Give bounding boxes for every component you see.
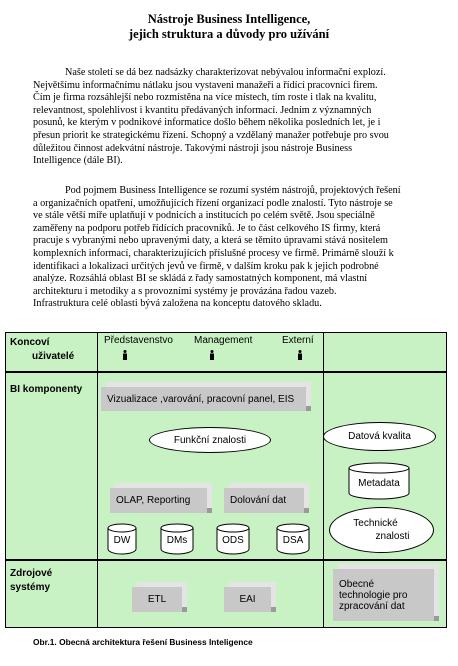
column-divider xyxy=(323,561,324,627)
paragraph-line: důležitou činnost adekvátní nástroje. Takovými nástroji jsou nástroje Business xyxy=(33,142,353,154)
band-bi-components xyxy=(5,372,447,560)
general-technology-box: Obecné technologie pro zpracování dat xyxy=(333,569,434,621)
technical-knowledge-ellipse: Technické znalosti xyxy=(329,507,434,553)
cylinder-dsa: DSA xyxy=(276,523,310,555)
paragraph-line: Pod pojmem Business Intelligence se rozumí systém nástrojů, projektových řešení xyxy=(65,185,401,196)
person-icon xyxy=(122,350,128,360)
paragraph-line: architekturu i metodiky a s provozními systémy je provázána řadou vazeb. xyxy=(33,285,337,297)
paragraph-1 xyxy=(33,67,441,168)
paragraph-line: Intelligence (dále BI). xyxy=(33,155,123,167)
section-label-bi: BI komponenty xyxy=(6,373,98,559)
data-mining-box: Dolování dat xyxy=(224,488,304,513)
paragraph-line: posunů, ke kterým v podnikové informatice došlo během několika posledních let, je i xyxy=(33,117,381,129)
user-label-management: Management xyxy=(194,335,253,346)
user-label-external: Externí xyxy=(282,335,314,346)
band-source-systems xyxy=(5,560,447,628)
paragraph-2 xyxy=(33,185,441,311)
paragraph-line: identifikaci a lokalizaci určitých jevů ve firmě, v dalším kroku pak k jejich podrobné xyxy=(33,260,379,272)
paragraph-line: zaměřeny na podporu potřeb řídících pracovníků. Je to část celkového IS firmy, která xyxy=(33,222,381,234)
paragraph-line: relevantnost, spolehlivost i kvantitu předávaných informací. Jedním z významných xyxy=(33,104,372,116)
paragraph-line: komplexních informací, charakterizujících příslušné procesy ve firmě. Primárně slouží k xyxy=(33,247,394,259)
column-divider xyxy=(323,373,324,559)
eai-box: EAI xyxy=(224,587,271,612)
functional-knowledge-ellipse: Funkční znalosti xyxy=(149,427,271,453)
paragraph-line: analýze. Rozsáhlá oblast BI se skládá z řady samostatných komponent, má vlastní xyxy=(33,273,368,285)
person-icon xyxy=(209,350,215,360)
olap-box: OLAP, Reporting xyxy=(110,488,207,513)
cylinder-ods: ODS xyxy=(216,523,250,555)
etl-box: ETL xyxy=(132,587,182,612)
paragraph-line: Infrastruktura celé oblasti bývá založena na konceptu datového skladu. xyxy=(33,298,322,310)
column-divider xyxy=(323,333,324,371)
paragraph-line: Čím je firma rozsáhlejší nebo rozmístěna na více místech, tím roste i tlak na kvalitu, xyxy=(33,92,377,104)
document-title-line1: Nástroje Business Intelligence, xyxy=(147,12,311,26)
paragraph-line: přesun priorit ke strategickému řízení. Schopný a vzdělaný manažer potřebuje pro svou xyxy=(33,129,389,141)
architecture-diagram xyxy=(5,332,447,628)
paragraph-line: a organizačních opatření, umožňujících řízení organizací podle znalostí. Tyto nástroje se xyxy=(33,197,393,209)
figure-caption: Obr.1. Obecná architektura řešení Business Inteligence xyxy=(33,637,253,647)
document-title-line2: jejich struktura a důvody pro užívání xyxy=(128,27,330,41)
paragraph-line: ve stále větší míře uplatňují v podnicích a institucích po celém světě. Jsou speciálně xyxy=(33,210,375,222)
metadata-cylinder: Metadata xyxy=(348,462,410,500)
data-quality-ellipse: Datová kvalita xyxy=(323,422,436,451)
cylinder-dms: DMs xyxy=(160,523,194,555)
visualization-box: Vizualizace ,varování, pracovní panel, EIS xyxy=(101,387,306,411)
paragraph-line: Naše století se dá bez nadsázky charakterizovat nebývalou informační explozí. xyxy=(65,67,386,78)
paragraph-line: pracuje s vybranými nebo upravenými daty, a která se těmito úpravami stává nositelem xyxy=(33,235,388,247)
cylinder-dw: DW xyxy=(107,523,137,555)
paragraph-line: Největšímu informačnímu nátlaku jsou vystaveni manažeři a řídící pracovníci firem. xyxy=(33,79,378,91)
user-label-board: Představenstvo xyxy=(104,335,173,346)
person-icon xyxy=(297,350,303,360)
band-end-users xyxy=(5,332,447,372)
section-label-end-users: Koncoví uživatelé xyxy=(6,333,98,371)
section-label-source: Zdrojové systémy xyxy=(6,561,98,627)
